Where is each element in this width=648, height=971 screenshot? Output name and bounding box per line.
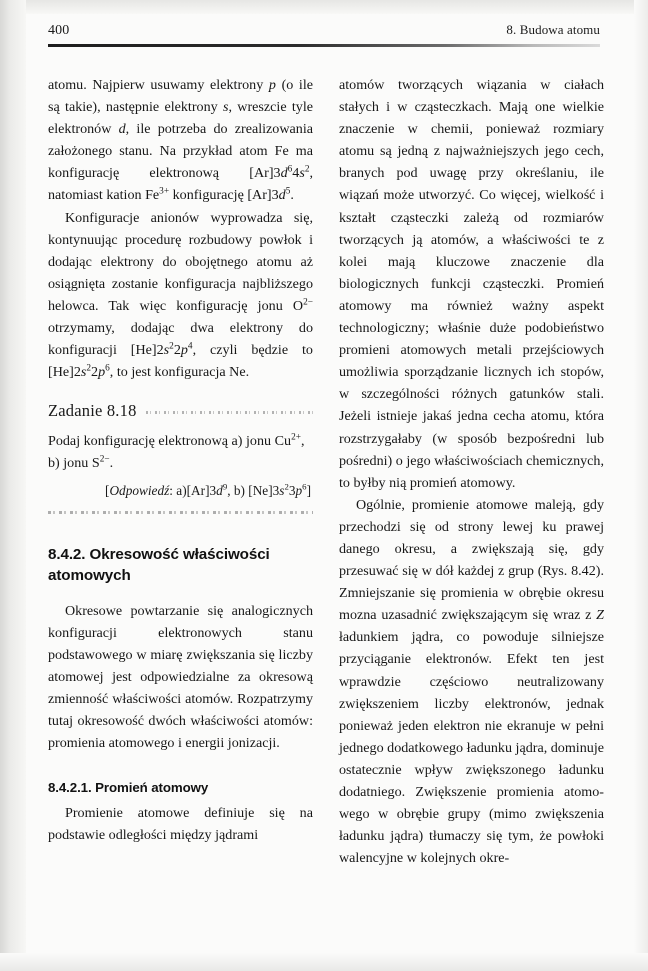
exercise-header-dotted-rule	[146, 411, 313, 414]
scan-shadow-right	[634, 0, 648, 971]
scan-shadow-bottom	[0, 953, 648, 971]
right-column	[339, 74, 604, 869]
paragraph-periodicity: Okresowe powtarzanie się analogicznych konfiguracji elektronowych stanu podstawowego w miarę zwiększania się liczby atomowej jest odpowiedzialne za okresową zmienność właściwości atomów. Rozpatrzymy tutaj okresowość dwóch właściwości atomów: promienia atomowego i energii jonizacji.	[48, 602, 313, 752]
subsection-heading: 8.4.2.1. Promień atomowy	[48, 780, 209, 796]
header-rule	[48, 44, 600, 47]
exercise-answer: [Odpowiedź: $a)[Ar]3d^9$, b) $[Ne]3s^23p^6$]	[105, 481, 311, 498]
running-head	[48, 22, 600, 39]
paragraph-anion-configurations: Konfiguracje anionów wyprowadza się, kontynuując procedurę rozbudowy powłok i dodając elektrony do obojętnego atomu aż osiągnięta zostanie konfiguracja najbliższego helowca. Tak więc konfigurację jonu $O^{2-}$ otrzymamy, dodając dwa elektrony do konfiguracji $[He]2s^22p^4$, czyli będzie to $[He]2s^22p^6$, to jest konfiguracja Ne.	[48, 209, 313, 381]
exercise-header	[48, 401, 313, 421]
exercise-bottom-dotted-rule	[48, 511, 313, 514]
scan-shadow-top	[0, 0, 648, 14]
page-number: 400	[48, 23, 70, 38]
paragraph-continued-from-previous-page: atomu. Najpierw usuwamy elektrony p (o ile są takie), następnie elektrony s, wreszcie tyle elektronów d, ile potrzeba do zrealizowania założonego stanu. Na przykład atom Fe ma konfigurację elektronową $[Ar]3d^64s^2$, natomiast kation $Fe^{3+}$ konfigurację $[Ar]3d^5$.	[48, 77, 314, 204]
paragraph-radius-trends: Ogólnie, promienie atomowe maleją, gdy przechodzi się od strony lewej ku prawej danego okresu, a zwiększają się, gdy przesuwać się w dół każdej z grup (Rys. 8.42). Zmniejszanie się promienia w obrębie okresu mozna uzasadnić zwiększającym się wraz z Z ładunkiem jądra, co powoduje silniejsze przyciąganie elektronów. Efekt ten jest wprawdzie częściowo neutralizowany zwiększeniem liczby elektronów, jednak ponieważ jeden elektron nie ekranuje w pełni jednego dodatkowego ładunku jądra, dominuje ostatecznie wpływ zwiększonego ładunku dodatniego. Zwiększenie promienia atomowego w obrębie grupy (mimo zwiększenia ładunku jądra) tłumaczy się tym, że powłoki walencyjne w kolejnych okre-	[339, 496, 604, 867]
chapter-running-title: 8. Budowa atomu	[506, 22, 600, 37]
two-column-body	[48, 74, 604, 869]
section-heading: 8.4.2. Okresowość właściwości atomowych	[48, 545, 270, 584]
exercise-answer-label: Odpowiedź	[109, 482, 170, 498]
exercise-title: Zadanie 8.18	[48, 401, 137, 421]
left-column	[48, 74, 313, 869]
scan-shadow-left	[0, 0, 26, 971]
paragraph-atomic-radius-intro: Promienie atomowe definiuje się na podstawie odległości między jądrami	[48, 805, 313, 844]
exercise-prompt: Podaj konfigurację elektronową a) jonu $Cu^{2+}$, b) jonu $S^{2-}$.	[48, 432, 305, 472]
exercise-block	[48, 401, 313, 513]
paragraph-radius-importance: atomów tworzących wiązania w ciałach stałych i w cząsteczkach. Mają one wielkie znaczenie w chemii, ponieważ rozmiary atomu są jedną z najważniejszych jego cech, branych pod uwagę przy określaniu, ile wiązań może utworzyć. Co więcej, wielkość i kształt cząsteczki zależą od rozmiarów tworzących ją atomów, a właściwości te z kolei mają kluczowe znaczenie dla biologicznych funkcji cząsteczki. Promień atomowy ma również ważny aspekt technologiczny; właśnie duże podobieństwo promieni atomowych metali przejściowych umożliwia sporządzanie licznych ich stopów, w szczególności różnych gatunków stali. Jeżeli istnieje jakaś jedna cecha atomu, która rozstrzygałaby (w sposób bezpośredni lub pośredni) o jego właściwościach chemicznych, to byłby nią promień atomowy.	[339, 77, 604, 491]
